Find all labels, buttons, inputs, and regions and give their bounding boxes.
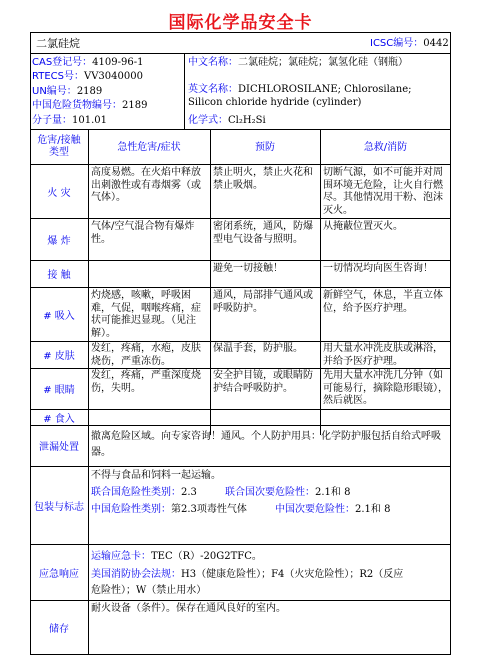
emergency-card-label: 运输应急卡：: [91, 551, 151, 562]
un-class-label: 联合国危险性类别：: [91, 487, 181, 498]
divider: [88, 129, 89, 655]
row-eyes-hazard: 发红，疼痛，严重深度烧伤，失明。: [91, 370, 201, 394]
row-skin-first-aid: 用大量水冲洗皮肤或淋浴，并给予医疗护理。: [323, 343, 443, 367]
chemical-formula: [188, 115, 266, 127]
english-name: [188, 84, 412, 96]
divider: [30, 600, 451, 601]
row-inhalation-hazard: 灼烧感，咳嗽，呼吸困难，气促，咽喉疼痛，症状可能推迟显现。（见注解）。: [91, 290, 201, 339]
divider: [30, 260, 451, 261]
english-name-line2: Silicon chloride hydride (cylinder): [188, 97, 362, 108]
cas-value: 4109-96-1: [92, 57, 144, 68]
storage-text: 耐火设备（条件）。保存在通风良好的室内。: [91, 603, 286, 614]
chinese-name: [188, 57, 408, 69]
divider: [30, 544, 451, 545]
un-class-value: 2.3: [181, 487, 197, 498]
row-contact-type: 接 触: [47, 270, 71, 281]
row-inhalation-first-aid: 新鲜空气，休息，半直立体位，给予医疗护理。: [323, 290, 443, 314]
cas-label: CAS登记号：: [32, 57, 93, 68]
cn-class-value: 第2.3项毒性气体: [171, 504, 247, 515]
molecular-weight: [32, 115, 107, 127]
divider: [30, 409, 451, 410]
row-ingestion-type: # 食入: [43, 413, 75, 425]
divider: [30, 341, 451, 342]
row-skin-hazard: 发红，疼痛，水疱，皮肤烧伤，严重冻伤。: [91, 343, 201, 367]
header-type: 危害/接触类型: [37, 135, 81, 158]
divider: [320, 129, 321, 435]
formula-label: 化学式：: [188, 115, 228, 126]
nfpa-value-1: H3（健康危险性）；F4（火灾危险性）；R2（反应: [181, 569, 404, 580]
icsc-number: [370, 38, 449, 50]
nfpa-label: 美国消防协会法规：: [91, 569, 181, 580]
divider: [210, 129, 211, 435]
divider: [184, 53, 185, 129]
packaging-un-class: [91, 487, 197, 499]
formula-value: Cl₂H₂Si: [228, 115, 266, 126]
chemical-name: 二氯硅烷: [36, 37, 80, 50]
icsc-value: 0442: [423, 38, 449, 49]
row-explosion-type: 爆 炸: [47, 235, 71, 247]
row-eyes-first-aid: 先用大量水冲洗几分钟（如可能易行，摘除隐形眼镜），然后就医。: [323, 370, 448, 406]
rtecs-value: VV3040000: [83, 71, 143, 82]
cas-number: [32, 57, 143, 69]
divider: [30, 164, 451, 165]
emergency-card-value: TEC（R）-20G2TFC。: [151, 551, 262, 562]
header-first-aid: 急救/消防: [363, 142, 408, 153]
emergency-nfpa: [91, 569, 403, 581]
packaging-cn-class: [91, 504, 247, 516]
row-eyes-prevention: 安全护目镜，或眼睛防护结合呼吸防护。: [213, 370, 313, 394]
divider: [30, 466, 451, 467]
storage-label: 储存: [49, 624, 69, 635]
divider: [30, 425, 451, 426]
divider: [30, 287, 451, 288]
row-skin-type: # 皮肤: [43, 351, 75, 362]
packaging-line1: 不得与食品和饲料一起运输。: [91, 470, 221, 481]
spill-label: 泄漏处置: [39, 442, 79, 453]
divider: [30, 53, 451, 54]
packaging-un-sub: [225, 487, 350, 499]
spill-text: 撤离危险区域。向专家咨询！通风。个人防护用具：化学防护服包括自给式呼吸器。: [91, 431, 441, 458]
divider: [30, 218, 451, 219]
cn-sub-value: 2.1和 8: [355, 504, 391, 515]
rtecs-number: [32, 71, 143, 83]
row-inhalation-type: # 吸入: [43, 310, 75, 322]
row-explosion-hazard: 气体/空气混合物有爆炸性。: [91, 221, 195, 245]
un-value: 2189: [76, 86, 103, 97]
emergency-nfpa-line2: 危险性）；W（禁止用水）: [91, 585, 207, 596]
row-explosion-first-aid: 从掩蔽位置灭火。: [323, 221, 403, 232]
en-name-label: 英文名称：: [188, 84, 238, 95]
cn-class-label: 中国危险性类别：: [91, 504, 171, 515]
un-sub-value: 2.1和 8: [315, 487, 351, 498]
cn-label: 中国危险货物编号：: [32, 100, 122, 111]
un-sub-label: 联合国次要危险性：: [225, 487, 315, 498]
packaging-label: 包装与标志: [34, 501, 84, 513]
row-inhalation-prevention: 通风，局部排气通风或呼吸防护。: [213, 290, 313, 314]
packaging-cn-sub: [275, 504, 390, 516]
row-eyes-type: # 眼睛: [43, 385, 75, 396]
cn-sub-label: 中国次要危险性：: [275, 504, 355, 515]
emergency-card: [91, 551, 262, 563]
row-skin-prevention: 保温手套，防护服。: [213, 343, 303, 354]
header-hazard: 急性危害/症状: [117, 142, 181, 153]
mw-label: 分子量：: [32, 115, 72, 126]
row-fire-hazard: 高度易燃。在火焰中释放出刺激性或有毒烟雾（或气体）。: [91, 167, 201, 203]
rtecs-label: RTECS号：: [32, 71, 84, 82]
mw-value: 101.01: [72, 115, 107, 126]
row-explosion-prevention: 密闭系统，通风，防爆型电气设备与照明。: [213, 221, 313, 245]
cn-value: 2189: [122, 100, 148, 111]
row-fire-first-aid: 切断气源，如不可能并对周围环境无危险，让火自行燃尽。其他情况用干粉、泡沫灭火。: [323, 167, 443, 216]
un-label: UN编号：: [32, 86, 77, 97]
row-fire-prevention: 禁止明火，禁止火花和禁止吸烟。: [213, 167, 313, 191]
cn-name-label: 中文名称：: [188, 57, 238, 68]
emergency-label: 应急响应: [39, 568, 79, 580]
header-prevention: 预防: [255, 142, 275, 153]
divider: [30, 129, 451, 130]
divider: [30, 368, 451, 369]
en-name-line1: DICHLOROSILANE; Chlorosilane;: [238, 84, 412, 95]
icsc-label: ICSC编号：: [370, 38, 424, 49]
cn-dangerous-goods-number: [32, 100, 147, 112]
row-fire-type: 火 灾: [47, 187, 71, 199]
cn-name-value: 二氯硅烷；氯硅烷；氯氢化硅（钢瓶）: [238, 57, 408, 68]
row-contact-prevention: 避免一切接触！: [213, 263, 283, 274]
un-number: [32, 86, 102, 98]
card-title: 国际化学品安全卡: [168, 13, 313, 33]
row-contact-first-aid: 一切情况均向医生咨询！: [323, 263, 433, 274]
